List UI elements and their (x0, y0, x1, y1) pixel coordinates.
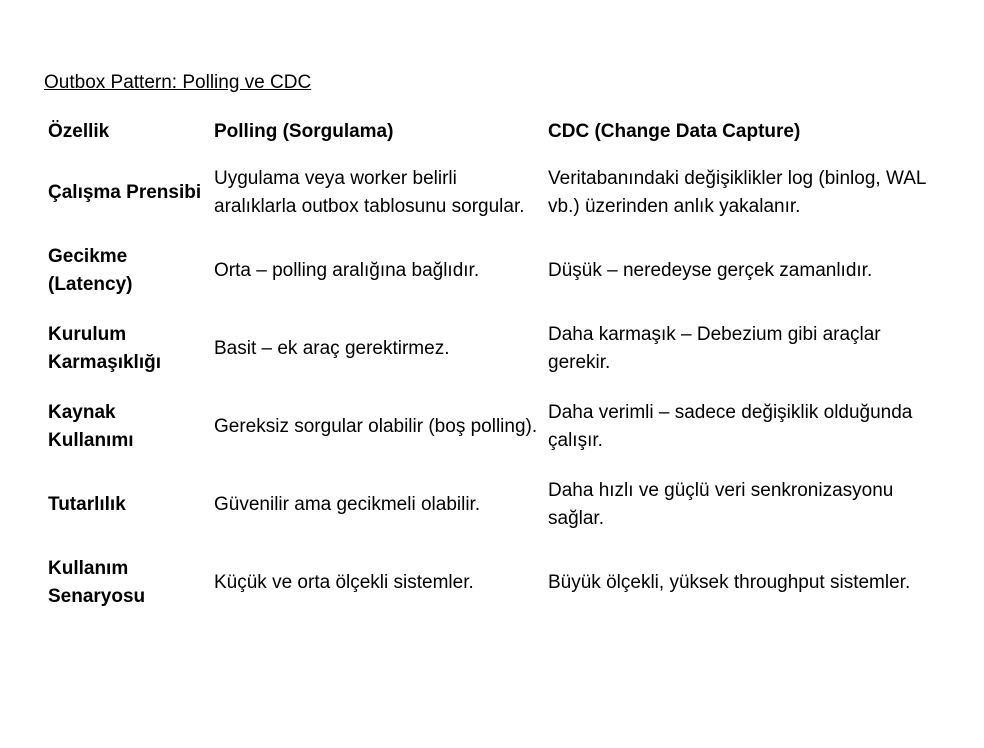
column-header-polling: Polling (Sorgulama) (214, 121, 394, 142)
cdc-cell: Daha karmaşık – Debezium gibi araçlar gerekir. (548, 324, 881, 373)
cdc-cell: Büyük ölçekli, yüksek throughput sistemler. (548, 572, 911, 593)
table-row (44, 544, 934, 622)
comparison-table (44, 110, 934, 622)
feature-cell: Gecikme (Latency) (48, 246, 133, 295)
page-title: Outbox Pattern: Polling ve CDC (44, 72, 312, 93)
polling-cell: Orta – polling aralığına bağlıdır. (214, 260, 480, 281)
column-header-feature: Özellik (48, 121, 110, 142)
cdc-cell: Daha hızlı ve güçlü veri senkronizasyonu sağlar. (548, 480, 894, 529)
feature-cell: Kaynak Kullanımı (48, 402, 134, 451)
feature-cell: Tutarlılık (48, 494, 126, 515)
feature-cell: Çalışma Prensibi (48, 182, 202, 203)
table-row (44, 154, 934, 232)
table-header-row (44, 110, 934, 154)
table-row (44, 466, 934, 544)
cdc-cell: Düşük – neredeyse gerçek zamanlıdır. (548, 260, 873, 281)
table-row (44, 388, 934, 466)
polling-cell: Basit – ek araç gerektirmez. (214, 338, 450, 359)
polling-cell: Küçük ve orta ölçekli sistemler. (214, 572, 474, 593)
feature-cell: Kullanım Senaryosu (48, 558, 146, 607)
cdc-cell: Daha verimli – sadece değişiklik olduğunda çalışır. (548, 402, 913, 451)
column-header-cdc: CDC (Change Data Capture) (548, 121, 801, 142)
feature-cell: Kurulum Karmaşıklığı (48, 324, 161, 373)
polling-cell: Güvenilir ama gecikmeli olabilir. (214, 494, 481, 515)
polling-cell: Gereksiz sorgular olabilir (boş polling). (214, 416, 538, 437)
polling-cell: Uygulama veya worker belirli aralıklarla outbox tablosunu sorgular. (214, 168, 525, 217)
cdc-cell: Veritabanındaki değişiklikler log (binlog, WAL vb.) üzerinden anlık yakalanır. (548, 168, 926, 217)
table-row (44, 232, 934, 310)
table-row (44, 310, 934, 388)
